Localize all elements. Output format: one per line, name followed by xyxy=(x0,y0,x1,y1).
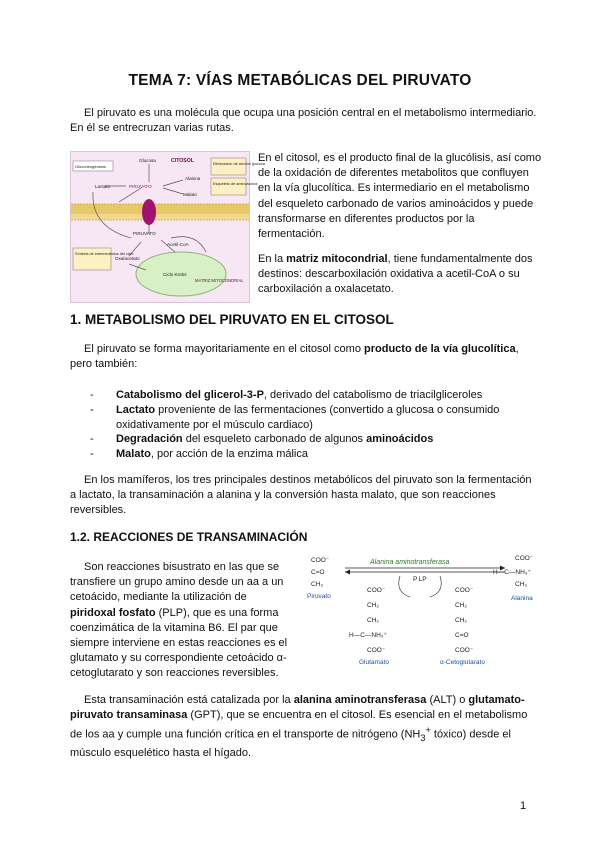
label-matriz: MATRIZ MITOCONDRIAL xyxy=(195,278,244,283)
enzyme-label: Alanina aminotransferasa xyxy=(370,559,450,566)
list-item: - Lactato proveniente de las fermentaciones (convertido a glucosa o consumido oxidativamente por el músculo cardiaco) xyxy=(90,403,500,431)
label-oxalacetato: Oxalacetato xyxy=(115,256,140,261)
cofactor-label: P LP xyxy=(413,576,427,583)
list-item: - Degradación del esqueleto carbonado de algunos aminoácidos xyxy=(90,433,434,446)
cytosol-paragraph: En el citosol, es el producto final de la glucólisis, así como de la oxidación de diferentes metabolitos que confluyen en la vía glucolítica. Es intermediario en el metabolismo del esqueleto carbonado de varios aminoácidos y puede transformarse en diferentes productos por la fermentación. xyxy=(258,152,542,241)
label-ciclo-krebs: Ciclo Krebs xyxy=(163,272,187,277)
label-esqueleto: Esqueleto de aminoácidos xyxy=(213,182,258,186)
label-malato: Malato xyxy=(183,192,197,197)
label-piruvato-cit: PIRUVATO xyxy=(129,184,152,189)
transamination-paragraph: Son reacciones bisustrato en las que se transfiere un grupo amino desde un aa a un cetoácido, mediante la utilización de piridoxal fosfato (PLP), que es una forma coenzimática de la vitamina B6. El par que siempre interviene en estas reacciones es el glutamato y su correspondiente cetoácido α-cetoglutarato y son reacciones reversibles. xyxy=(70,561,288,680)
svg-text:COO⁻: COO⁻ xyxy=(455,647,474,654)
svg-text:C=O: C=O xyxy=(311,569,325,576)
label-lactato: Lactato xyxy=(95,184,111,189)
list-item: - Malato, por acción de la enzima málica xyxy=(90,448,308,461)
alt-paragraph: Esta transaminación está catalizada por la alanina aminotransferasa (ALT) o glutamato-piruvato transaminasa (GPT), que se encuentra en el citosol. Es esencial en el metabolismo de los aa y cumple una función crítica en el transporte de nitrógeno ($NH_3^+$ tóxico) desde el músculo esquelético hasta el hígado. xyxy=(70,694,528,760)
svg-text:COO⁻: COO⁻ xyxy=(455,587,474,594)
svg-text:CH₃: CH₃ xyxy=(311,581,324,588)
svg-text:H—C—NH₃⁺: H—C—NH₃⁺ xyxy=(349,632,387,639)
label-piruvato-mit: PIRUVATO xyxy=(133,231,156,236)
cetoglutarato-label: α-Cetoglutarato xyxy=(440,659,485,666)
label-alanina: Alanina xyxy=(185,176,201,181)
svg-text:CH₂: CH₂ xyxy=(455,617,467,624)
section-1-heading: 1. METABOLISMO DEL PIRUVATO EN EL CITOSOL xyxy=(70,312,394,327)
label-glucosa: Glucosa xyxy=(139,158,156,163)
label-sintesis: Síntesis de intermediarios del ciclo xyxy=(75,252,134,256)
svg-text:H—C—NH₃⁺: H—C—NH₃⁺ xyxy=(493,569,531,576)
list-item: - Catabolismo del glicerol-3-P, derivado del catabolismo de triacilgliceroles xyxy=(90,389,483,401)
svg-text:COO⁻: COO⁻ xyxy=(515,555,534,562)
label-eliminacion: Eliminación de alcohol glucosa xyxy=(213,162,265,166)
glutamato-label: Glutamato xyxy=(359,659,389,666)
intro-paragraph: El piruvato es una molécula que ocupa una posición central en el metabolismo intermediario. En él se entrecruzan varias rutas. xyxy=(70,107,537,135)
label-citosol: CITOSOL xyxy=(171,158,194,164)
membrane-layer-top xyxy=(71,204,249,214)
svg-text:CH₂: CH₂ xyxy=(367,602,379,609)
section-1-2-heading: 1.2. REACCIONES DE TRANSAMINACIÓN xyxy=(70,530,308,544)
svg-text:COO⁻: COO⁻ xyxy=(367,587,386,594)
transporter-icon xyxy=(142,199,156,225)
matrix-paragraph: En la matriz mitocondrial, tiene fundamentalmente dos destinos: descarboxilación oxidativa a acetil-CoA o su carboxilación a oxalacetato. xyxy=(258,253,533,296)
svg-text:CH₂: CH₂ xyxy=(455,602,467,609)
alanina-label: Alanina xyxy=(511,595,533,602)
alanine-aminotransferase-diagram xyxy=(305,552,545,672)
page-title: TEMA 7: VÍAS METABÓLICAS DEL PIRUVATO xyxy=(128,72,472,89)
label-acetil-coa: Acetil-CoA xyxy=(167,242,189,247)
svg-text:C=O: C=O xyxy=(455,632,469,639)
section-1-paragraph: El piruvato se forma mayoritariamente en el citosol como producto de la vía glucolítica, pero también: xyxy=(70,343,519,371)
svg-text:CH₃: CH₃ xyxy=(515,581,528,588)
piruvato-label: Piruvato xyxy=(307,593,331,600)
pyruvate-sources-list xyxy=(70,388,540,462)
svg-text:CH₂: CH₂ xyxy=(367,617,379,624)
mammals-paragraph: En los mamíferos, los tres principales destinos metabólicos del piruvato son la fermentación a lactato, la transaminación a alanina y la conversión hasta malato, que son reacciones reversibles. xyxy=(70,474,532,517)
pyruvate-overview-diagram xyxy=(70,151,265,303)
label-gluconeogenesis: Gluconeogénesis xyxy=(75,164,106,169)
svg-text:COO⁻: COO⁻ xyxy=(367,647,386,654)
svg-text:COO⁻: COO⁻ xyxy=(311,557,330,564)
page-number: 1 xyxy=(520,800,527,812)
